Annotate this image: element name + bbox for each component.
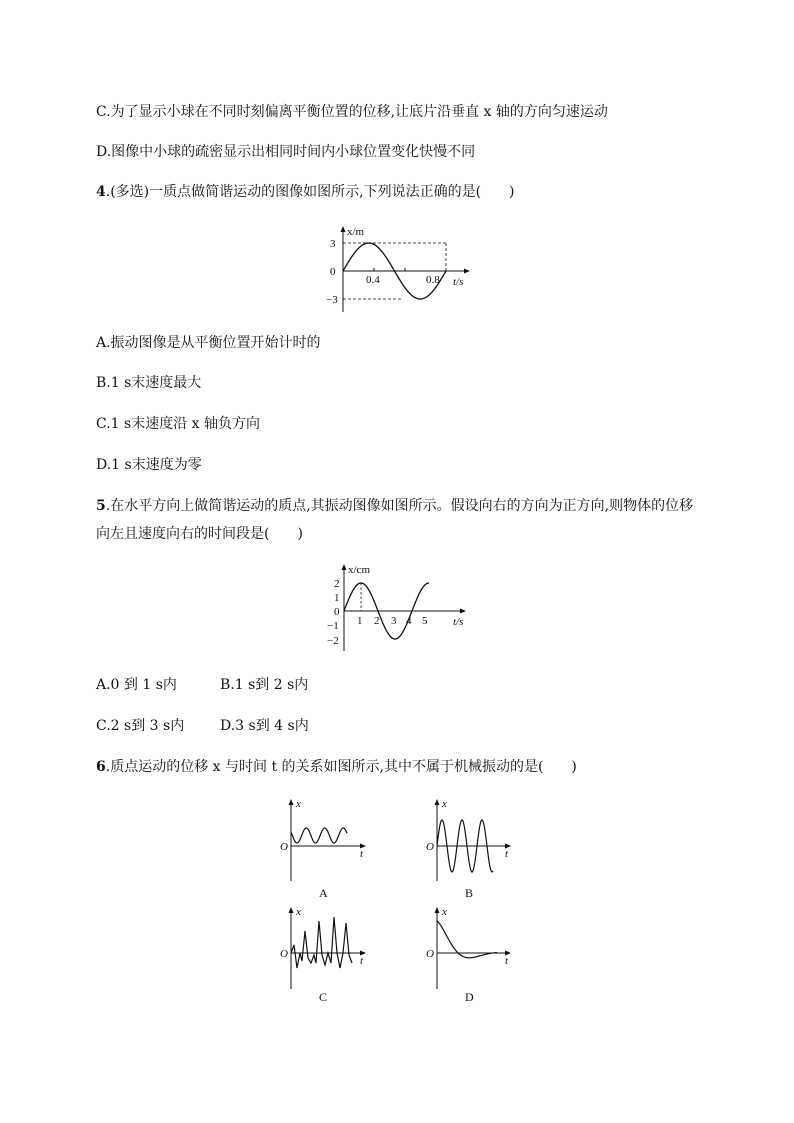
q6b-x-label: x — [442, 798, 447, 810]
q3-option-c: C.为了显示小球在不同时刻偏离平衡位置的位移,让底片沿垂直 x 轴的方向匀速运动 — [96, 104, 608, 120]
q5-y-tick-neg1: −1 — [327, 620, 339, 632]
q6-graph-d — [426, 906, 511, 1004]
q6-graph-b — [426, 798, 511, 900]
q5-y-arrow — [342, 564, 347, 570]
q5-x-tick-4: 4 — [406, 615, 412, 627]
q6a-x-label: x — [296, 798, 301, 810]
q5-x-tick-2: 2 — [374, 615, 380, 627]
q6c-t-label: t — [360, 955, 364, 967]
q5-y-label: x/cm — [348, 564, 370, 576]
q5-stem-line2: 向左且速度向右的时间段是( ) — [96, 526, 303, 542]
q6d-curve — [437, 921, 497, 958]
q4-stem-text: .(多选)一质点做简谐运动的图像如图所示,下列说法正确的是( ) — [105, 184, 515, 200]
q4-y-tick-3: 3 — [330, 238, 336, 250]
q4-number: 4 — [96, 184, 106, 200]
q4-y-tick-0: 0 — [330, 266, 336, 278]
q5-option-a: A.0 到 1 s内 — [96, 677, 177, 693]
q4-y-tick-neg3: −3 — [326, 294, 338, 306]
q6-figure — [276, 793, 530, 1015]
q4-y-label: x/m — [347, 226, 365, 238]
q5-option-d: D.3 s到 4 s内 — [220, 718, 309, 734]
q5-y-tick-neg2: −2 — [327, 635, 339, 647]
q5-x-label: t/s — [453, 616, 464, 628]
q4-stem — [96, 182, 515, 202]
q4-figure — [322, 224, 472, 316]
q4-t-arrow — [464, 269, 470, 274]
q4-x-tick-0p4: 0.4 — [366, 274, 380, 286]
q5-y-tick-0: 0 — [334, 606, 340, 618]
q4-option-d: D.1 s末速度为零 — [96, 457, 202, 473]
q6c-x-label: x — [296, 906, 301, 918]
q5-stem-text-1: .在水平方向上做简谐运动的质点,其振动图像如图所示。假设向右的方向为正方向,则物体的位移 — [105, 498, 694, 514]
q3-option-d: D.图像中小球的疏密显示出相同时间内小球位置变化快慢不同 — [96, 144, 476, 160]
q4-option-a: A.振动图像是从平衡位置开始计时的 — [96, 335, 321, 351]
q5-x-tick-5: 5 — [422, 615, 428, 627]
q6-stem-text: .质点运动的位移 x 与时间 t 的关系如图所示,其中不属于机械振动的是( ) — [105, 759, 577, 775]
q6a-origin: O — [280, 841, 288, 853]
q6b-origin: O — [426, 841, 434, 853]
q5-option-b: B.1 s到 2 s内 — [220, 677, 309, 693]
q6a-t-label: t — [360, 848, 364, 860]
q4-x-tick-0p8: 0.8 — [426, 274, 440, 286]
q6d-caption: D — [465, 990, 474, 1004]
q5-figure — [322, 561, 472, 655]
q6c-curve — [291, 917, 352, 968]
q6d-x-label: x — [442, 906, 447, 918]
q6-graph-c — [280, 906, 366, 1004]
q6b-caption: B — [465, 886, 474, 900]
q5-option-c: C.2 s到 3 s内 — [96, 718, 185, 734]
q6c-caption: C — [319, 990, 328, 1004]
q4-option-c: C.1 s末速度沿 x 轴负方向 — [96, 416, 261, 432]
q6-graph-a — [280, 798, 366, 900]
q5-x-tick-1: 1 — [357, 615, 363, 627]
q6d-origin: O — [426, 948, 434, 960]
q6a-curve — [291, 828, 347, 843]
q5-y-tick-1: 1 — [334, 592, 340, 604]
q5-t-arrow — [460, 609, 466, 614]
q6a-caption: A — [319, 886, 328, 900]
q5-stem-line1 — [96, 496, 693, 516]
q4-y-arrow — [341, 226, 346, 232]
q6b-t-label: t — [505, 848, 509, 860]
q6-stem — [96, 757, 577, 777]
q4-x-label: t/s — [453, 276, 464, 288]
q5-y-tick-2: 2 — [334, 578, 340, 590]
q5-x-tick-3: 3 — [391, 615, 397, 627]
q5-number: 5 — [96, 498, 106, 514]
q6d-t-label: t — [505, 955, 509, 967]
q6-number: 6 — [96, 759, 106, 775]
q6c-origin: O — [280, 948, 288, 960]
q4-option-b: B.1 s末速度最大 — [96, 375, 202, 391]
